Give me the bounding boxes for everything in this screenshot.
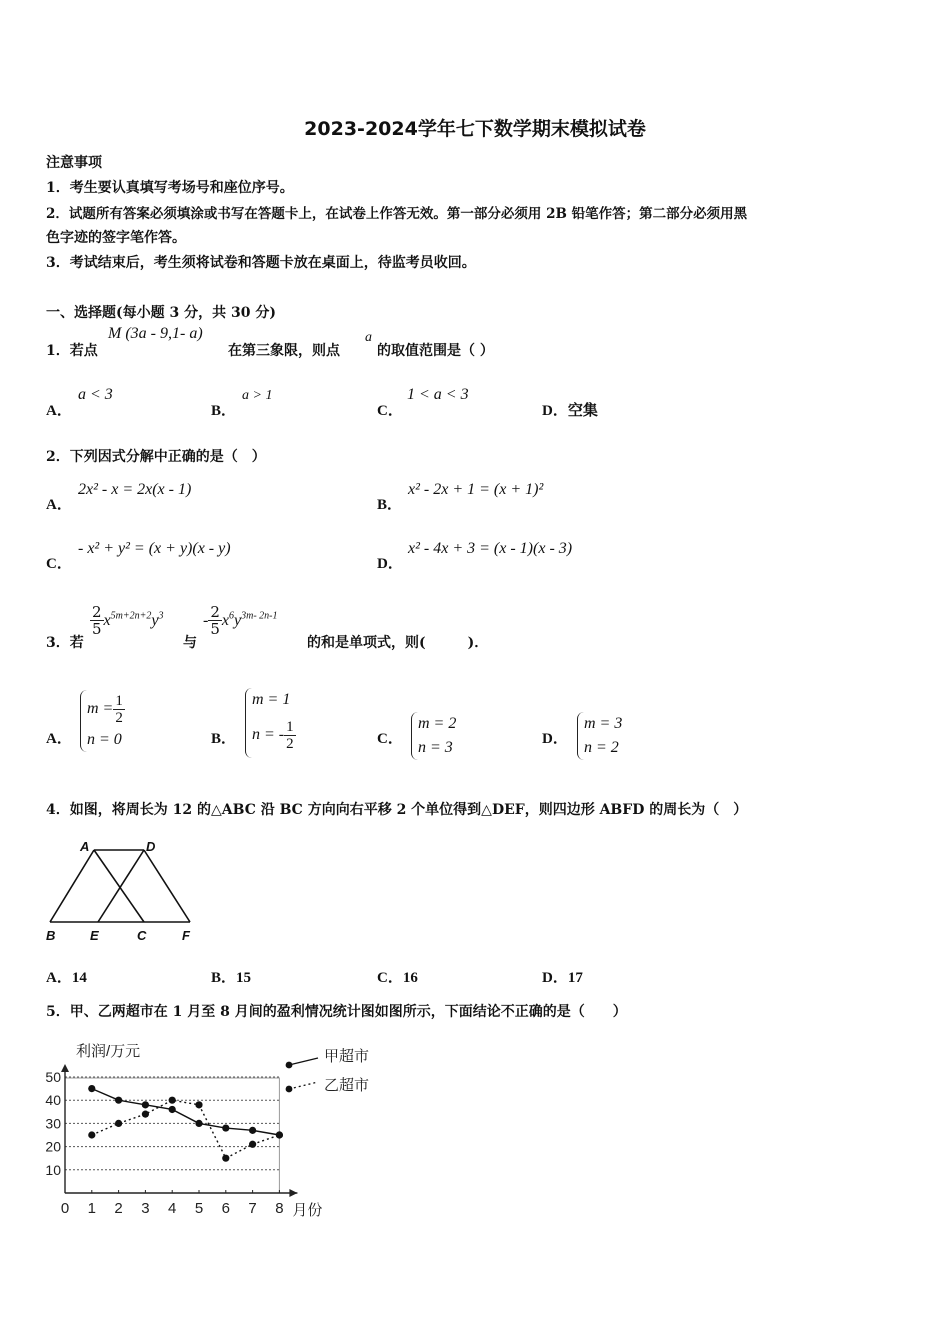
legend-line bbox=[289, 1082, 318, 1089]
data-point bbox=[169, 1097, 176, 1104]
q4-option-a: A．14 bbox=[46, 970, 87, 986]
q1-option-b-label: B． bbox=[211, 403, 237, 419]
label-e: E bbox=[90, 928, 99, 943]
x-tick-label: 2 bbox=[114, 1200, 123, 1217]
q1-option-a-label: A． bbox=[46, 403, 72, 419]
y-tick-label: 50 bbox=[45, 1069, 61, 1085]
q3-option-b-system: m = 1 n = - $\frac{1}{2}$ bbox=[245, 688, 296, 758]
y-tick-label: 40 bbox=[45, 1092, 61, 1109]
data-point bbox=[276, 1131, 283, 1138]
label-a: A bbox=[80, 839, 90, 854]
q1-var: a bbox=[365, 330, 372, 345]
data-point bbox=[195, 1101, 202, 1108]
q3-tail: 的和是单项式，则( )． bbox=[307, 635, 489, 651]
data-point bbox=[222, 1124, 229, 1131]
x-tick-label: 8 bbox=[275, 1200, 284, 1217]
q1-option-c-label: C． bbox=[377, 403, 403, 419]
q2-stem: 2．下列因式分解中正确的是（ ） bbox=[46, 449, 266, 465]
q1-mid: 在第三象限，则点 bbox=[228, 343, 340, 359]
q1-option-b: a > 1 bbox=[242, 388, 273, 403]
q3-option-b-label: B． bbox=[211, 731, 237, 747]
data-point bbox=[88, 1085, 95, 1092]
q2-option-a-label: A． bbox=[46, 497, 72, 513]
y-axis-label: 利润/万元 bbox=[76, 1043, 141, 1060]
label-c: C bbox=[137, 928, 147, 943]
q4-option-b: B．15 bbox=[211, 970, 252, 986]
plot-frame bbox=[65, 1078, 279, 1193]
x-axis-arrow bbox=[289, 1189, 297, 1197]
x-tick-label: 1 bbox=[87, 1200, 96, 1217]
notice-item-2: 2．试题所有答案必须填涂或书写在答题卡上，在试卷上作答无效。第一部分必须用 2B 铅笔作答；第二部分必须用黑 bbox=[46, 206, 748, 222]
legend-label: 甲超市 bbox=[324, 1048, 370, 1065]
line-df bbox=[144, 850, 190, 922]
y-axis-arrow bbox=[61, 1064, 69, 1072]
x-tick-label: 5 bbox=[194, 1200, 204, 1217]
q3-number: 3．若 bbox=[46, 635, 84, 651]
x-tick-label: 3 bbox=[141, 1200, 150, 1217]
data-point bbox=[195, 1120, 202, 1127]
q2-option-d-label: D． bbox=[377, 556, 403, 572]
data-point bbox=[169, 1106, 176, 1113]
q3-with: 与 bbox=[183, 635, 197, 651]
x-axis-label: 月份 bbox=[292, 1202, 323, 1219]
data-point bbox=[142, 1101, 149, 1108]
q3-option-c-system: m = 2 n = 3 bbox=[411, 712, 456, 760]
q3-option-d-system: m = 3 n = 2 bbox=[577, 712, 622, 760]
x-tick-label: 0 bbox=[60, 1200, 70, 1217]
data-point bbox=[249, 1141, 256, 1148]
q3-option-a-system: m = $\frac{1}{2}$ n = 0 bbox=[80, 690, 125, 752]
q1-point: M (3a - 9,1- a) bbox=[108, 325, 203, 342]
notice-item-2-cont: 色字迹的签字笔作答。 bbox=[46, 230, 186, 246]
q2-option-d: x² - 4x + 3 = (x - 1)(x - 3) bbox=[408, 540, 573, 557]
legend-line bbox=[289, 1058, 318, 1065]
q5-chart bbox=[0, 1030, 400, 1225]
q2-option-b-label: B． bbox=[377, 497, 403, 513]
q3-term-2: - $\frac{2}{5}$ $x^6y^{3m- 2n-1}$ bbox=[203, 603, 278, 638]
line-ab bbox=[50, 850, 94, 922]
data-point bbox=[115, 1097, 122, 1104]
q3-frac-2: $\frac{2}{5}$ bbox=[210, 603, 220, 638]
q5-stem: 5．甲、乙两超市在 1 月至 8 月间的盈利情况统计图如图所示，下面结论不正确的是（ ） bbox=[46, 1004, 627, 1020]
x-tick-label: 4 bbox=[168, 1200, 177, 1217]
q2-option-a: 2x² - x = 2x(x - 1) bbox=[78, 481, 192, 498]
q1-option-a: a < 3 bbox=[78, 386, 113, 403]
label-f: F bbox=[182, 928, 190, 943]
y-tick-label: 30 bbox=[45, 1115, 61, 1132]
legend-label: 乙超市 bbox=[324, 1077, 370, 1094]
data-point bbox=[115, 1120, 122, 1127]
q2-option-c: - x² + y² = (x + y)(x - y) bbox=[78, 540, 231, 557]
label-d: D bbox=[146, 839, 156, 854]
q4-option-d: D．17 bbox=[542, 970, 583, 986]
section-heading: 一、选择题(每小题 3 分，共 30 分) bbox=[46, 305, 276, 321]
q1-number: 1．若点 bbox=[46, 343, 98, 359]
q3-option-a-label: A． bbox=[46, 731, 72, 747]
y-tick-label: 20 bbox=[45, 1138, 61, 1155]
label-b: B bbox=[46, 928, 56, 943]
q2-option-b: x² - 2x + 1 = (x + 1)² bbox=[408, 481, 544, 498]
x-tick-label: 7 bbox=[248, 1200, 257, 1217]
q1-option-d: D．空集 bbox=[542, 403, 598, 419]
q4-stem: 4．如图，将周长为 12 的△ABC 沿 BC 方向向右平移 2 个单位得到△DEF，则四边形 ABFD 的周长为（ ） bbox=[46, 802, 748, 818]
data-point bbox=[88, 1131, 95, 1138]
q1-tail: 的取值范围是（ ） bbox=[377, 343, 494, 359]
page-title: 2023-2024学年七下数学期末模拟试卷 bbox=[304, 118, 646, 140]
q4-option-c: C．16 bbox=[377, 970, 418, 986]
q1-option-c: 1 < a < 3 bbox=[407, 386, 469, 403]
notice-item-3: 3．考试结束后，考生须将试卷和答题卡放在桌面上，待监考员收回。 bbox=[46, 255, 476, 271]
q3-term-1: $\frac{2}{5}$ $x^{5m+2n+2}y^3$ bbox=[92, 603, 164, 638]
q3-option-c-label: C． bbox=[377, 731, 403, 747]
q3-option-d-label: D． bbox=[542, 731, 568, 747]
q2-option-c-label: C． bbox=[46, 556, 72, 572]
data-point bbox=[249, 1127, 256, 1134]
q4-figure bbox=[40, 836, 205, 946]
y-tick-label: 10 bbox=[45, 1161, 61, 1178]
notice-item-1: 1．考生要认真填写考场号和座位序号。 bbox=[46, 180, 294, 196]
q3-frac-1: $\frac{2}{5}$ bbox=[92, 603, 102, 638]
data-point bbox=[222, 1155, 229, 1162]
data-point bbox=[142, 1111, 149, 1118]
notice-heading: 注意事项 bbox=[46, 155, 102, 171]
x-tick-label: 6 bbox=[221, 1200, 230, 1217]
